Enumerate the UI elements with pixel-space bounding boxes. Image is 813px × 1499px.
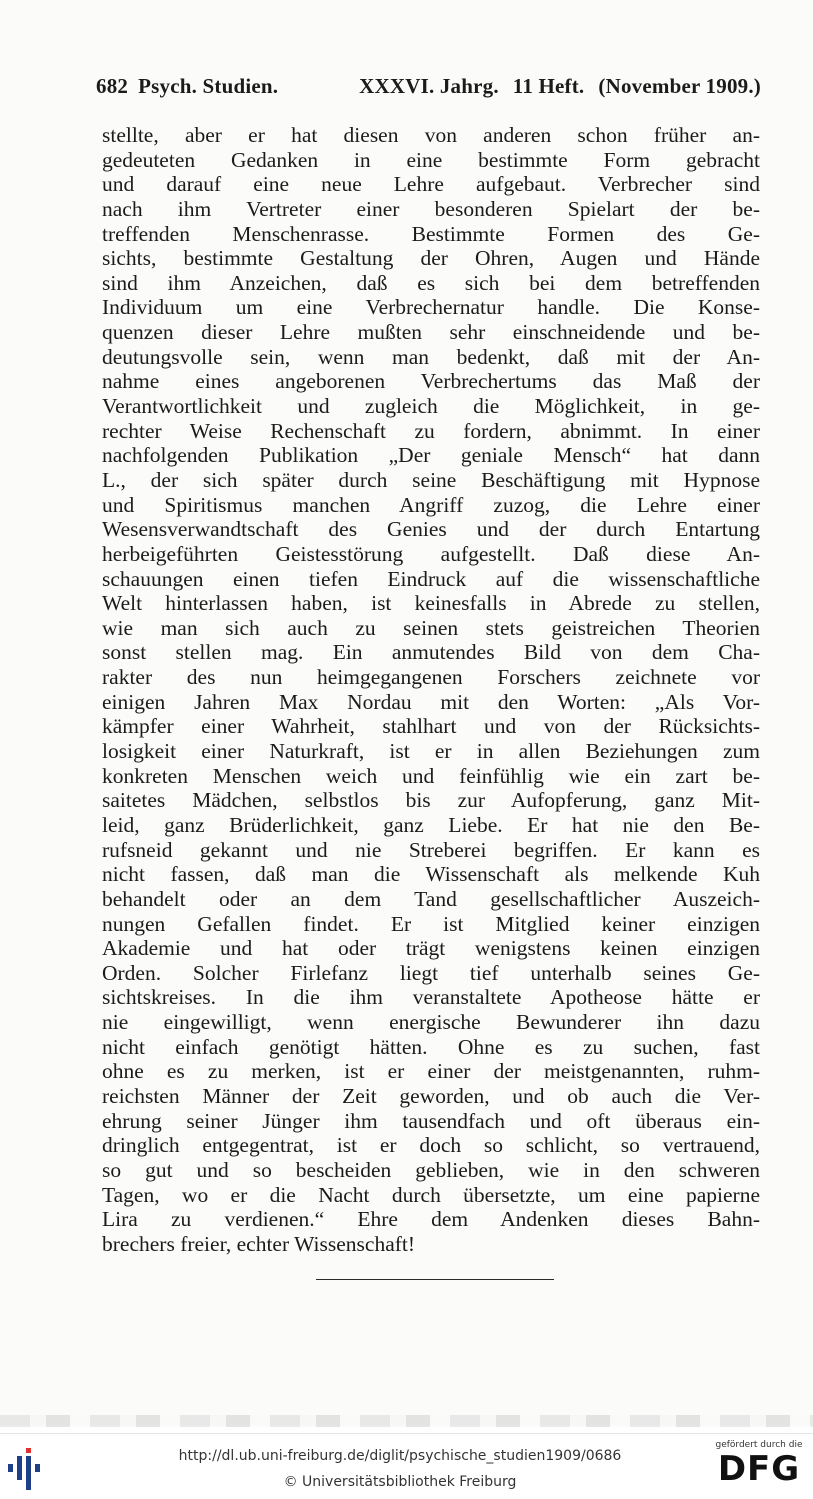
text-line: und Spiritismus manchen Angriff zuzog, die Lehre einer [102, 492, 760, 517]
text-line: konkreten Menschen weich und feinfühlig wie ein zart be- [102, 763, 760, 788]
text-line: Orden. Solcher Firlefanz liegt tief unterhalb seines Ge- [102, 960, 760, 985]
text-line: nach ihm Vertreter einer besonderen Spielart der be- [102, 196, 760, 221]
journal-title: Psych. Studien. [138, 74, 279, 98]
dfg-logo [713, 1440, 805, 1492]
text-line: quenzen dieser Lehre mußten sehr einschneidende und be- [102, 320, 760, 345]
text-line: Verantwortlichkeit und zugleich die Möglichkeit, in ge- [102, 394, 760, 419]
text-line: rufsneid gekannt und nie Streberei begriffen. Er kann es [102, 837, 760, 862]
text-line: sind ihm Anzeichen, daß es sich bei dem betreffenden [102, 270, 760, 295]
text-line: nahme eines angeborenen Verbrechertums das Maß der [102, 369, 760, 394]
text-line: einigen Jahren Max Nordau mit den Worten: „Als Vor- [102, 689, 760, 714]
text-line: behandelt oder an dem Tand gesellschaftlicher Auszeich- [102, 886, 760, 911]
text-line: schauungen einen tiefen Eindruck auf die wissenschaftliche [102, 566, 760, 591]
scan-edge-artifact [0, 1415, 813, 1427]
text-line: sichts, bestimmte Gestaltung der Ohren, Augen und Hände [102, 246, 760, 271]
text-line: sonst stellen mag. Ein anmutendes Bild von dem Cha- [102, 640, 760, 665]
volume: XXXVI. Jahrg. [359, 74, 499, 98]
text-line: rechter Weise Rechenschaft zu fordern, abnimmt. In einer [102, 418, 760, 443]
page-number: 682 [96, 74, 129, 98]
running-head [96, 74, 761, 99]
text-line: ehrung seiner Jünger ihm tausendfach und oft überaus ein- [102, 1108, 760, 1133]
text-line: Wesensverwandtschaft des Genies und der durch Entartung [102, 517, 760, 542]
text-line: Akademie und hat oder trägt wenigstens keinen einzigen [102, 936, 760, 961]
issue-date: (November 1909.) [598, 74, 761, 98]
issue: 11 Heft. [512, 74, 585, 98]
text-line: Tagen, wo er die Nacht durch übersetzte, um eine papierne [102, 1182, 760, 1207]
text-line: nicht fassen, daß man die Wissenschaft als melkende Kuh [102, 862, 760, 887]
copyright-notice: © Universitätsbibliothek Freiburg [283, 1474, 517, 1490]
text-line: deutungsvolle sein, wenn man bedenkt, daß mit der An- [102, 344, 760, 369]
text-line: Lira zu verdienen.“ Ehre dem Andenken dieses Bahn- [102, 1207, 760, 1232]
text-line: herbeigeführten Geistesstörung aufgestellt. Daß diese An- [102, 541, 760, 566]
text-line: saitetes Mädchen, selbstlos bis zur Aufopferung, ganz Mit- [102, 788, 760, 813]
text-line: brechers freier, echter Wissenschaft! [102, 1231, 416, 1256]
text-line: leid, ganz Brüderlichkeit, ganz Liebe. Er hat nie den Be- [102, 812, 760, 837]
text-line: Welt hinterlassen haben, ist keinesfalls in Abrede zu stellen, [102, 591, 760, 616]
text-line: treffenden Menschenrasse. Bestimmte Formen des Ge- [102, 221, 760, 246]
text-line: sichtskreises. In die ihm veranstaltete Apotheose hätte er [102, 985, 760, 1010]
text-line: losigkeit einer Naturkraft, ist er in allen Beziehungen zum [102, 739, 760, 764]
permalink-url[interactable]: http://dl.ub.uni-freiburg.de/diglit/psychische_studien1909/0686 [178, 1448, 622, 1464]
text-line: nie eingewilligt, wenn energische Bewunderer ihn dazu [102, 1010, 760, 1035]
text-line: nungen Gefallen findet. Er ist Mitglied keiner einzigen [102, 911, 760, 936]
text-line: nachfolgenden Publikation „Der geniale Mensch“ hat dann [102, 443, 760, 468]
text-line: und darauf eine neue Lehre aufgebaut. Verbrecher sind [102, 172, 760, 197]
text-line: so gut und so bescheiden geblieben, wie in den schweren [102, 1157, 760, 1182]
text-line: gedeuteten Gedanken in eine bestimmte Form gebracht [102, 147, 760, 172]
text-line: Individuum um eine Verbrechernatur handle. Die Konse- [102, 295, 760, 320]
text-line: kämpfer einer Wahrheit, stahlhart und von der Rücksichts- [102, 714, 760, 739]
dfg-caption: gefördert durch die [715, 1440, 803, 1450]
text-line: nicht einfach genötigt hätten. Ohne es zu suchen, fast [102, 1034, 760, 1059]
dfg-logo-text: DFG [717, 1449, 801, 1489]
body-text [102, 123, 760, 1256]
viewer-footer [0, 1433, 813, 1499]
text-line: ohne es zu merken, ist er einer der meistgenannten, ruhm- [102, 1059, 760, 1084]
text-line: stellte, aber er hat diesen von anderen schon früher an- [102, 123, 760, 147]
text-line: L., der sich später durch seine Beschäftigung mit Hypnose [102, 467, 760, 492]
text-line: rakter des nun heimgegangenen Forschers zeichnete vor [102, 665, 760, 690]
text-line: wie man sich auch zu seinen stets geistreichen Theorien [102, 615, 760, 640]
closing-rule [316, 1279, 554, 1280]
text-line: dringlich entgegentrat, ist er doch so schlicht, so vertrauend, [102, 1133, 760, 1158]
ub-freiburg-logo-icon [8, 1446, 48, 1490]
text-line: reichsten Männer der Zeit geworden, und ob auch die Ver- [102, 1083, 760, 1108]
